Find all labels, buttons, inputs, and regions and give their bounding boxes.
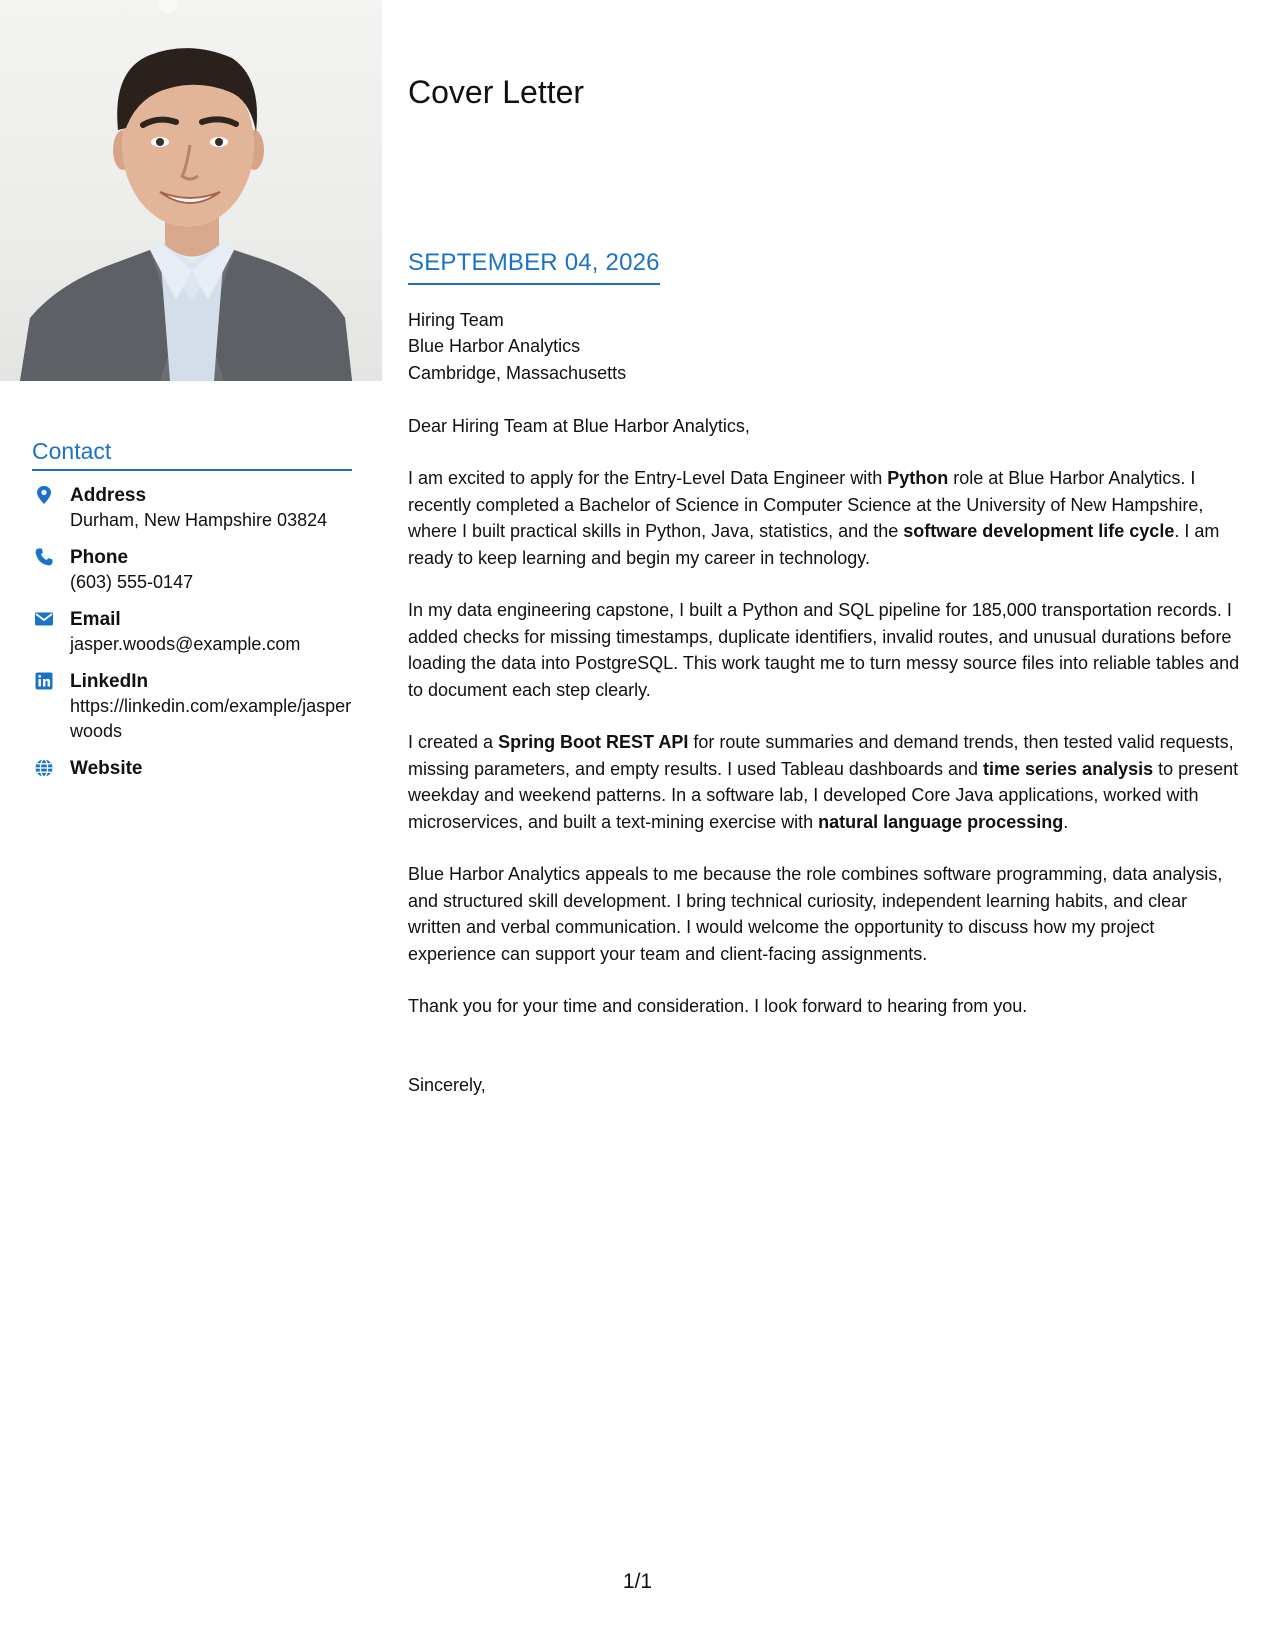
contact-address [32,483,362,533]
contact-heading: Contact [32,437,352,471]
bold-keyword: time series analysis [983,758,1154,779]
text-run: to present weekday and weekend patterns. In a software lab, I developed Core Java applications, worked with microservices, and built a text-mining exercise with [408,758,1239,832]
paragraph-closing: Thank you for your time and consideration. I look forward to hearing from you. [408,996,1028,1017]
contact-phone [32,545,362,595]
text-run: . I am ready to keep learning and begin my career in technology. [408,521,1220,568]
contact-linkedin [32,669,362,744]
signoff: Sincerely, [408,1074,486,1095]
text-run: I am excited to apply for the Entry-Level Data Engineer with [408,468,888,489]
recipient-line: Cambridge, Massachusetts [408,362,627,383]
contact-email [32,607,362,657]
paragraph-motivation: Blue Harbor Analytics appeals to me because the role combines software programming, data analysis, and structured skill development. I bring technical curiosity, independent learning habits, and clear written and verbal communication. I would welcome the opportunity to discuss how my project experience can support your team and client-facing assignments. [408,864,1223,964]
email-label: Email [70,609,121,630]
page-number: 1/1 [622,1570,653,1593]
linkedin-value[interactable]: https://linkedin.com/example/jasperwoods [70,696,352,741]
page-title: Cover Letter [408,74,585,110]
text-run: role at Blue Harbor Analytics. I recently completed a Bachelor of Science in Computer Science at the University of New Hampshire, where I built practical skills in Python, Java, statistics, and the [408,468,1204,542]
paragraph-intro [408,465,1245,571]
bold-keyword: natural language processing [818,811,1064,832]
globe-icon [34,758,54,778]
phone-value: (603) 555-0147 [70,572,194,592]
linkedin-label: LinkedIn [70,671,149,692]
website-label[interactable]: Website [70,758,143,779]
bold-keyword: software development life cycle [903,521,1175,542]
bold-keyword: Spring Boot REST API [498,732,689,753]
phone-label: Phone [70,547,129,568]
text-run: . [1063,811,1069,832]
email-value[interactable]: jasper.woods@example.com [70,634,301,654]
map-pin-icon [34,485,54,505]
envelope-icon [34,609,54,629]
text-run: I created a [408,732,499,753]
profile-photo [0,0,382,381]
letter-date: SEPTEMBER 04, 2026 [408,248,660,285]
bold-keyword: Python [887,468,949,489]
recipient-line: Blue Harbor Analytics [408,336,581,357]
phone-icon [34,547,54,567]
paragraph-capstone: In my data engineering capstone, I built a Python and SQL pipeline for 185,000 transportation records. I added checks for missing timestamps, duplicate identifiers, invalid routes, and unusual durations before loading the data into PostgreSQL. This work taught me to turn messy source files into reliable tables and to document each step clearly. [408,600,1240,700]
address-value: Durham, New Hampshire 03824 [70,510,328,530]
contact-list [32,483,362,793]
salutation: Dear Hiring Team at Blue Harbor Analytics, [408,415,750,436]
paragraph-projects [408,729,1245,835]
letter-body [408,307,1245,1125]
text-run: for route summaries and demand trends, then tested valid requests, missing parameters, and empty results. I used Tableau dashboards and [408,732,1234,779]
address-label: Address [70,485,147,506]
contact-website [32,756,362,781]
recipient-block [408,307,1245,386]
linkedin-icon [34,671,54,691]
recipient-line: Hiring Team [408,310,504,330]
